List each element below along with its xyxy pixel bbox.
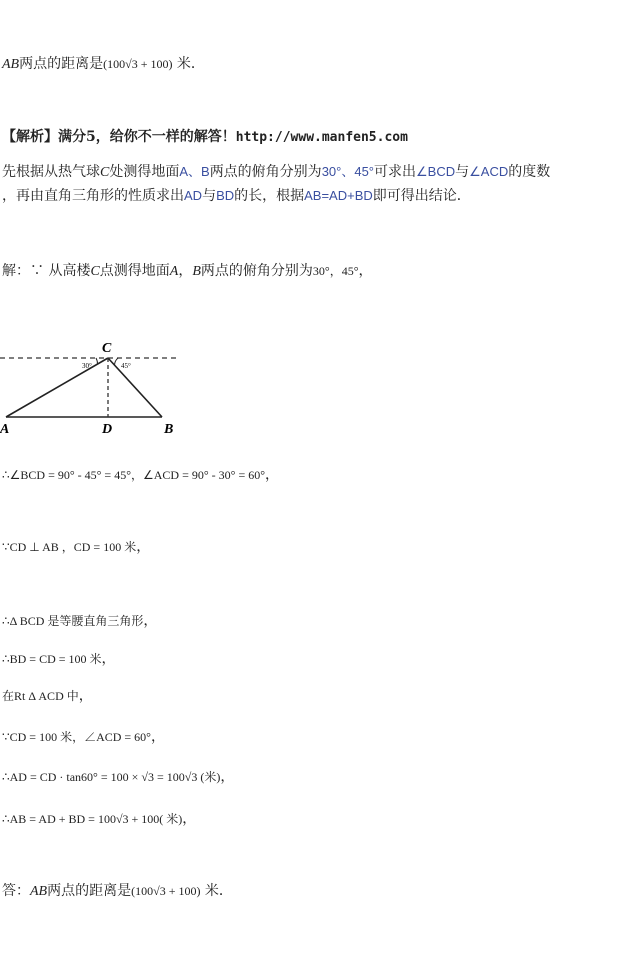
step-4 xyxy=(2,650,116,668)
step-1-math: ∴∠BCD = 90° - 45° = 45°，∠ACD = 90° - 30° = 60° xyxy=(2,468,266,482)
step-8-tail: ， xyxy=(182,811,197,827)
analysis-bracket-title: 【解析】满分5，给你不一样的解答！ xyxy=(2,129,236,145)
solution-comma: ， xyxy=(178,263,193,279)
step-1-tail: ， xyxy=(265,467,280,483)
explain-text-4: 可求出 xyxy=(374,164,417,180)
answer-expression: (100√3 + 100) xyxy=(131,884,201,898)
geometry-figure xyxy=(0,338,190,438)
explain-text-6: ，再由直角三角形的性质求出 xyxy=(2,188,184,204)
segment-ca xyxy=(6,358,108,417)
segment-bd: BD xyxy=(216,188,235,203)
step-2 xyxy=(2,538,150,556)
label-angle-45: 45° xyxy=(121,362,131,370)
label-b: B xyxy=(164,422,174,437)
angle-acd: ∠ACD xyxy=(469,164,509,179)
explain-text-3: 两点的俯角分别为 xyxy=(209,164,322,180)
angles-value: 30°、45° xyxy=(321,164,375,179)
solution-angles: 30°，45° xyxy=(312,264,359,278)
result-expression: (100√3 + 100) xyxy=(103,57,173,71)
step-2-tail: ， xyxy=(136,539,151,555)
explain-text-5: 的度数 xyxy=(508,164,551,180)
analysis-header xyxy=(2,128,408,147)
step-8 xyxy=(2,810,196,828)
explain-and-2: 与 xyxy=(202,188,217,204)
step-5 xyxy=(2,687,93,705)
step-3-math: ∴Δ BCD 是等腰直角三角形 xyxy=(2,614,144,628)
result-line xyxy=(2,55,205,74)
answer-lead: 答： xyxy=(2,883,30,899)
explain-text-1: 先根据从热气球 xyxy=(2,164,100,180)
step-3-tail: ， xyxy=(143,613,158,629)
label-angle-30: 30° xyxy=(82,362,92,370)
point-c: C xyxy=(100,165,110,180)
explain-text-2: 处测得地面 xyxy=(109,164,180,180)
step-6-math: ∵CD = 100 米，∠ACD = 60° xyxy=(2,730,151,744)
explanation-line-1 xyxy=(2,163,550,182)
step-1 xyxy=(2,466,279,484)
answer-unit: 米． xyxy=(200,883,233,899)
solution-text-1: 解：∵ 从高楼 xyxy=(2,263,91,279)
step-3 xyxy=(2,612,157,630)
explanation-line-2 xyxy=(2,187,471,205)
label-a: A xyxy=(0,422,10,437)
angle-arc-30 xyxy=(96,358,98,364)
answer-line xyxy=(2,882,233,901)
step-4-tail: ， xyxy=(101,651,116,667)
solution-point-b: B xyxy=(192,264,201,279)
step-6 xyxy=(2,728,165,746)
step-5-math: 在Rt Δ ACD 中 xyxy=(2,689,79,703)
solution-tail: ， xyxy=(358,263,373,279)
equation-ab: AB=AD+BD xyxy=(304,188,373,203)
step-7-math: ∴AD = CD · tan60° = 100 × √3 = 100√3 (米) xyxy=(2,770,221,784)
solution-intro xyxy=(2,262,373,281)
step-8-math: ∴AB = AD + BD = 100√3 + 100( 米) xyxy=(2,812,183,826)
solution-text-3: 两点的俯角分别为 xyxy=(200,263,313,279)
step-6-tail: ， xyxy=(150,729,165,745)
solution-text-2: 点测得地面 xyxy=(99,263,170,279)
result-text: 两点的距离是 xyxy=(19,56,104,72)
angle-arc-45 xyxy=(115,358,119,365)
explain-and: 与 xyxy=(455,164,470,180)
site-url: http://www.manfen5.com xyxy=(235,130,408,145)
segment-cb xyxy=(108,358,162,417)
label-d: D xyxy=(102,422,113,437)
result-unit: 米． xyxy=(172,56,205,72)
step-2-math: ∵CD ⊥ AB ，CD = 100 米 xyxy=(2,540,137,554)
step-7 xyxy=(2,768,234,786)
step-5-tail: ， xyxy=(78,688,93,704)
label-c: C xyxy=(102,341,112,356)
answer-text: 两点的距离是 xyxy=(47,883,132,899)
step-4-math: ∴BD = CD = 100 米 xyxy=(2,652,102,666)
segment-ab: AB xyxy=(2,57,20,72)
explain-text-7: 的长，根据 xyxy=(234,188,305,204)
step-7-tail: ， xyxy=(220,769,235,785)
segment-ad: AD xyxy=(184,188,203,203)
solution-point-c: C xyxy=(90,264,100,279)
angle-bcd: ∠BCD xyxy=(416,164,456,179)
explain-text-8: 即可得出结论． xyxy=(372,188,471,204)
points-ab: A、B xyxy=(179,164,210,179)
answer-segment-ab: AB xyxy=(30,884,48,899)
solution-point-a: A xyxy=(169,264,179,279)
